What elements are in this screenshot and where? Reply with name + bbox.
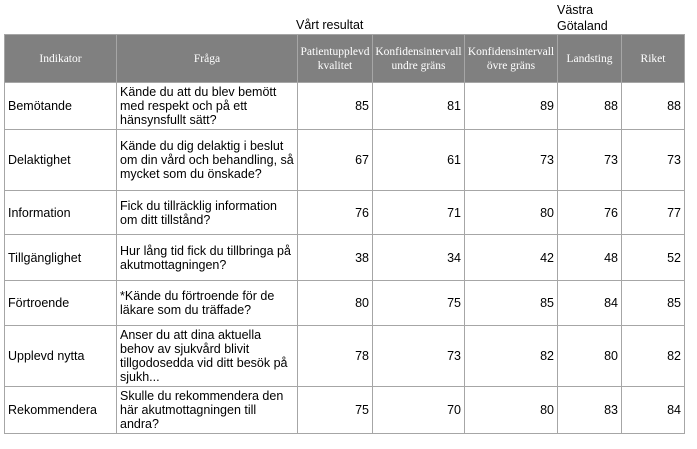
indicator-cell: Rekommendera — [5, 387, 117, 434]
landsting-value: 83 — [558, 387, 622, 434]
indicator-cell: Upplevd nytta — [5, 326, 117, 387]
table-row — [5, 281, 685, 326]
question-cell: Kände du att du blev bemött med respekt och på ett hänsynsfullt sätt? — [117, 83, 298, 130]
header-ki-high: Konfidensintervall övre gräns — [465, 35, 558, 83]
ki-low-value: 73 — [373, 326, 465, 387]
landsting-value: 76 — [558, 191, 622, 235]
indicator-cell: Tillgänglighet — [5, 235, 117, 281]
indicator-cell: Information — [5, 191, 117, 235]
question-cell: Hur lång tid fick du tillbringa på akutmottagningen? — [117, 235, 298, 281]
riket-value: 52 — [622, 235, 685, 281]
indicator-cell: Bemötande — [5, 83, 117, 130]
riket-value: 85 — [622, 281, 685, 326]
patient-value: 76 — [298, 191, 373, 235]
header-row — [5, 35, 685, 83]
table-row — [5, 387, 685, 434]
ki-low-value: 81 — [373, 83, 465, 130]
ki-high-value: 80 — [465, 387, 558, 434]
ki-high-value: 82 — [465, 326, 558, 387]
riket-value: 88 — [622, 83, 685, 130]
riket-value: 84 — [622, 387, 685, 434]
region-label-text: Västra Götaland — [557, 3, 608, 33]
question-cell: Skulle du rekommendera den här akutmottagningen till andra? — [117, 387, 298, 434]
header-riket: Riket — [622, 35, 685, 83]
riket-value: 82 — [622, 326, 685, 387]
ki-low-value: 71 — [373, 191, 465, 235]
ki-high-value: 42 — [465, 235, 558, 281]
results-table — [4, 34, 685, 434]
landsting-value: 88 — [558, 83, 622, 130]
table-row — [5, 235, 685, 281]
question-cell: Anser du att dina aktuella behov av sjukvård blivit tillgodosedda vid ditt besök på sjukh... — [117, 326, 298, 387]
table-row — [5, 326, 685, 387]
patient-value: 80 — [298, 281, 373, 326]
region-group-label — [557, 2, 647, 34]
landsting-value: 80 — [558, 326, 622, 387]
ki-low-value: 75 — [373, 281, 465, 326]
riket-value: 77 — [622, 191, 685, 235]
landsting-value: 73 — [558, 130, 622, 191]
patient-value: 78 — [298, 326, 373, 387]
patient-value: 75 — [298, 387, 373, 434]
table-row — [5, 83, 685, 130]
indicator-cell: Delaktighet — [5, 130, 117, 191]
ki-low-value: 70 — [373, 387, 465, 434]
riket-value: 73 — [622, 130, 685, 191]
ki-high-value: 85 — [465, 281, 558, 326]
ki-high-value: 89 — [465, 83, 558, 130]
question-cell: Kände du dig delaktig i beslut om din vård och behandling, så mycket som du önskade? — [117, 130, 298, 191]
patient-value: 85 — [298, 83, 373, 130]
header-ki-low: Konfidensintervall undre gräns — [373, 35, 465, 83]
ki-low-value: 61 — [373, 130, 465, 191]
landsting-value: 84 — [558, 281, 622, 326]
patient-value: 67 — [298, 130, 373, 191]
indicator-cell: Förtroende — [5, 281, 117, 326]
table-row — [5, 191, 685, 235]
ki-low-value: 34 — [373, 235, 465, 281]
header-fraga: Fråga — [117, 35, 298, 83]
header-indikator: Indikator — [5, 35, 117, 83]
question-cell: Fick du tillräcklig information om ditt tillstånd? — [117, 191, 298, 235]
ki-high-value: 73 — [465, 130, 558, 191]
landsting-value: 48 — [558, 235, 622, 281]
header-patient: Patientupplevd kvalitet — [298, 35, 373, 83]
header-landsting: Landsting — [558, 35, 622, 83]
own-result-group-label: Vårt resultat — [296, 18, 364, 32]
table-row — [5, 130, 685, 191]
question-cell: *Kände du förtroende för de läkare som du träffade? — [117, 281, 298, 326]
ki-high-value: 80 — [465, 191, 558, 235]
patient-value: 38 — [298, 235, 373, 281]
